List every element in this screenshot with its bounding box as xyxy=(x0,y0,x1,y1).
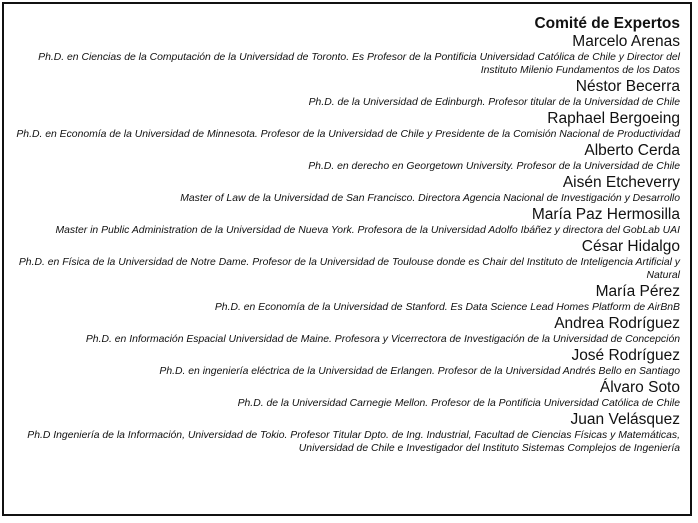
expert-description: Ph.D. en Economía de la Universidad de Minnesota. Profesor de la Universidad de Chile y Presidente de la Comisión Nacional de Productividad xyxy=(16,129,680,140)
expert-entry xyxy=(14,283,680,314)
expert-name: Marcelo Arenas xyxy=(572,33,680,50)
expert-entry xyxy=(14,411,680,455)
expert-name: María Pérez xyxy=(595,283,680,300)
expert-name: Juan Velásquez xyxy=(570,411,680,428)
expert-committee-panel xyxy=(2,2,692,516)
expert-name: Néstor Becerra xyxy=(575,78,680,95)
panel-title: Comité de Expertos xyxy=(534,15,680,32)
expert-name: Andrea Rodríguez xyxy=(554,315,680,332)
panel-content xyxy=(14,14,680,456)
expert-name: Alberto Cerda xyxy=(584,142,680,159)
expert-name: Aisén Etcheverry xyxy=(562,174,680,191)
expert-entry xyxy=(14,379,680,410)
expert-name: Álvaro Soto xyxy=(599,379,680,396)
expert-description: Ph.D. de la Universidad de Edinburgh. Profesor titular de la Universidad de Chile xyxy=(308,97,680,108)
expert-entry xyxy=(14,347,680,378)
expert-name: César Hidalgo xyxy=(581,238,680,255)
expert-entry xyxy=(14,238,680,282)
expert-name: José Rodríguez xyxy=(571,347,680,364)
expert-description: Ph.D Ingeniería de la Información, Universidad de Tokio. Profesor Titular Dpto. de Ing. Industrial, Facultad de Ciencias Físicas y Matemáticas, Universidad de Chile e Investigador del Instituto Sistemas Complejos de Ingeniería xyxy=(27,430,680,454)
expert-description: Master in Public Administration de la Universidad de Nueva York. Profesora de la Universidad Adolfo Ibáñez y directora del GobLab UAI xyxy=(55,225,680,236)
expert-entry xyxy=(14,78,680,109)
expert-entry xyxy=(14,142,680,173)
expert-description: Ph.D. de la Universidad Carnegie Mellon. Profesor de la Pontificia Universidad Católica de Chile xyxy=(237,398,680,409)
expert-description: Master of Law de la Universidad de San Francisco. Directora Agencia Nacional de Investigación y Desarrollo xyxy=(180,193,680,204)
expert-description: Ph.D. en Ciencias de la Computación de la Universidad de Toronto. Es Profesor de la Pontificia Universidad Católica de Chile y Director del Instituto Milenio Fundamentos de los Datos xyxy=(38,52,680,76)
expert-description: Ph.D. en Economía de la Universidad de Stanford. Es Data Science Lead Homes Platform de AirBnB xyxy=(214,302,680,313)
expert-entry xyxy=(14,315,680,346)
expert-description: Ph.D. en ingeniería eléctrica de la Universidad de Erlangen. Profesor de la Universidad Andrés Bello en Santiago xyxy=(159,366,680,377)
expert-name: Raphael Bergoeing xyxy=(547,110,680,127)
expert-entry xyxy=(14,110,680,141)
expert-description: Ph.D. en Información Espacial Universidad de Maine. Profesora y Vicerrectora de Investigación de la Universidad de Concepción xyxy=(85,334,680,345)
expert-entry xyxy=(14,33,680,77)
expert-description: Ph.D. en Física de la Universidad de Notre Dame. Profesor de la Universidad de Toulouse donde es Chair del Instituto de Inteligencia Artificial y Natural xyxy=(18,257,680,281)
expert-entry xyxy=(14,174,680,205)
expert-name: María Paz Hermosilla xyxy=(531,206,680,223)
expert-entry xyxy=(14,206,680,237)
expert-description: Ph.D. en derecho en Georgetown University. Profesor de la Universidad de Chile xyxy=(308,161,680,172)
